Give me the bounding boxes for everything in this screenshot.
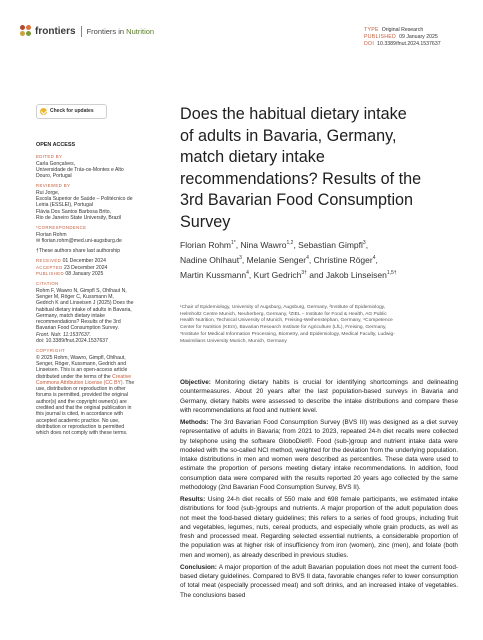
abstract-methods: Methods: The 3rd Bavarian Food Consumption Survey (BVS III) was designed as a diet survey representative of adults in Bavaria; from 2021 to 2023, repeated 24-h diet recalls were collected by telephone using the software GloboDiet®. Food (sub-)group and nutrient intake data were modeled with the so-called NCI method, weighted for the deviation from the underlying population. Intake distributions in men and women were described as percentiles. These data were used to estimate the proportion of persons meeting dietary intake recommendations. In addition, food consumption data were compared with the results reported 20 years ago collected by the same methodology (2nd Bavarian Food Consumption Survey, BVS II).: [180, 419, 458, 491]
author: Kurt Gedrich: [253, 269, 302, 280]
abstract-results: Results: Using 24-h diet recalls of 550 male and 698 female participants, we estimated intake distributions for food (sub-)groups and nutrients. A major proportion of the adult population does not meet the food-based dietary guidelines; this refers to a series of food groups, including fruit and vegetables, legumes, nuts, cereal products, and especially whole grain products, as well as fresh and processed meat. Regarding selected essential nutrients, a considerable proportion of the population was at higher risk of insufficiency from iron (women), zinc (men), and folate (both men and women), as already described in previous studies.: [180, 496, 458, 559]
check-for-updates-button[interactable]: Check for updates: [36, 104, 107, 119]
article-title: Does the habitual dietary intake of adults in Bavaria, Germany, match dietary intake recommendations? Results of the 3rd Bavarian Food Consumption Survey: [180, 105, 422, 231]
published-date: 09 January 2025: [399, 34, 438, 40]
doi-link[interactable]: 10.3389/fnut.2024.1537637: [377, 41, 441, 47]
open-access-label: OPEN ACCESS: [36, 142, 76, 148]
citation: CITATION Rohm F, Wawro N, Gimpfl S, Ohlhaut N, Senger M, Röger C, Kussmann M, Gedrich K and Linseisen J (2025) Does the habitual dietary intake of adults in Bavaria, Germany, match dietary intake recommendations? Results of the 3rd Bavarian Food Consumption Survey. Front. Nutr. 11:1537637. doi: 10.3389/fnut.2024.1537637: [36, 281, 158, 344]
abstract-objective: Objective: Monitoring dietary habits is crucial for identifying shortcomings and delineating countermeasures. About 20 years after the last population-based surveys in Bavaria and Germany, dietary habits were assessed to describe the intake distributions and compare these with recommendations at food and nutrient level.: [180, 379, 458, 414]
author: Florian Rohm: [180, 239, 232, 250]
brand-name: frontiers: [35, 25, 76, 37]
reviewed-by: REVIEWED BY Rui Jorge, Escola Superior de Saúde – Politécnico de Leiria (ESSLEI), Portugal Flávia Dos Santos Barbosa Brito, Rio de Janeiro State University, Brazil: [36, 183, 133, 221]
author: Nina Wawro: [240, 239, 287, 250]
author: Jakob Linseisen: [325, 269, 387, 280]
citation-doi[interactable]: doi: 10.3389/fnut.2024.1537637: [36, 338, 108, 345]
frontiers-logo-icon: [20, 25, 32, 37]
author-list: Florian Rohm$^{1*}$, Nina Wawro$^{1,2}$, Sebastian Gimpfl$^3$, Nadine Ohlhaut$^3$, Melanie Senger$^4$, Christine Röger$^4$, Martin Kussmann$^4$, Kurt Gedrich$^{3\dagger}$ and Jakob Linseisen$^{1,5\dagger}$: [180, 239, 397, 280]
license-link[interactable]: Creative: [112, 373, 132, 380]
article-meta: TYPE Original Research PUBLISHED 09 January 2025 DOI 10.3389/fnut.2024.1537637: [364, 27, 441, 47]
journal-title: Frontiers in Nutrition: [86, 26, 155, 36]
abstract-conclusion: Conclusion: A major proportion of the adult Bavarian population does not meet the current food-based dietary guidelines. Compared to BVS II data, favorable changes refer to lower consumption of total meat (especially processed meat) and soft drinks, and an increased intake of vegetables. The conclusions based: [180, 563, 458, 599]
email-link[interactable]: ✉ florian.rohm@med.uni-augsburg.de: [36, 237, 122, 244]
copyright: COPYRIGHT © 2025 Rohm, Wawro, Gimpfl, Ohlhaut, Senger, Röger, Kussmann, Gedrich and Linseisen. This is an open-access article distributed under the terms of the Creative Commons Attribution License (CC BY). The use, distribution or reproduction in other forums is permitted, provided the original author(s) and the copyright owner(s) are credited and that the original publication in this journal is cited, in accordance with accepted academic practice. No use, distribution or reproduction is permitted which does not comply with these terms.: [36, 348, 135, 437]
divider: [81, 26, 82, 37]
article-dates: RECEIVED 01 December 2024 ACCEPTED 23 December 2024 PUBLISHED 08 January 2025: [36, 258, 108, 278]
abstract: [180, 378, 458, 603]
author: Martin Kussmann: [180, 269, 247, 280]
article-type: Original Research: [381, 27, 424, 33]
page-header: [0, 0, 483, 52]
correspondence: *CORRESPONDENCE Florian Rohm ✉ florian.rohm@med.uni-augsburg.de: [36, 225, 158, 244]
edited-by: EDITED BY Carla Gonçalves, Universidade de Trás-os-Montes e Alto Douro, Portugal: [36, 154, 124, 180]
journal-logo: [20, 25, 154, 37]
license-link-cont[interactable]: Commons Attribution License (CC BY).: [36, 379, 125, 386]
check-icon: [40, 108, 47, 115]
article-sidebar: [36, 104, 158, 440]
author: Sebastian Gimpfl: [298, 239, 363, 250]
author: Nadine Ohlhaut: [180, 254, 240, 265]
author: Melanie Senger: [246, 254, 307, 265]
affiliations: ¹Chair of Epidemiology, University of Augsburg, Augsburg, Germany, ²Institute of Epidemiology, Helmholtz Centre Munich, Neuherberg, Germany, ³ZIEL – Institute for Food & Health, AG Public Health Nutrition, Technical University of Munich, Freising-Weihenstephan, Germany, ⁴Competence Center for Nutrition (KErn), Bavarian Research Institute for Agriculture (LfL), Freising, Germany, ⁵Institute for Medical Information Processing, Biometry, and Epidemiology, Medical Faculty, Ludwig- Maximilians University Munich, Munich, Germany: [180, 305, 395, 344]
author: Christine Röger: [313, 254, 373, 265]
equal-contribution-note: †These authors share last authorship: [36, 248, 121, 255]
